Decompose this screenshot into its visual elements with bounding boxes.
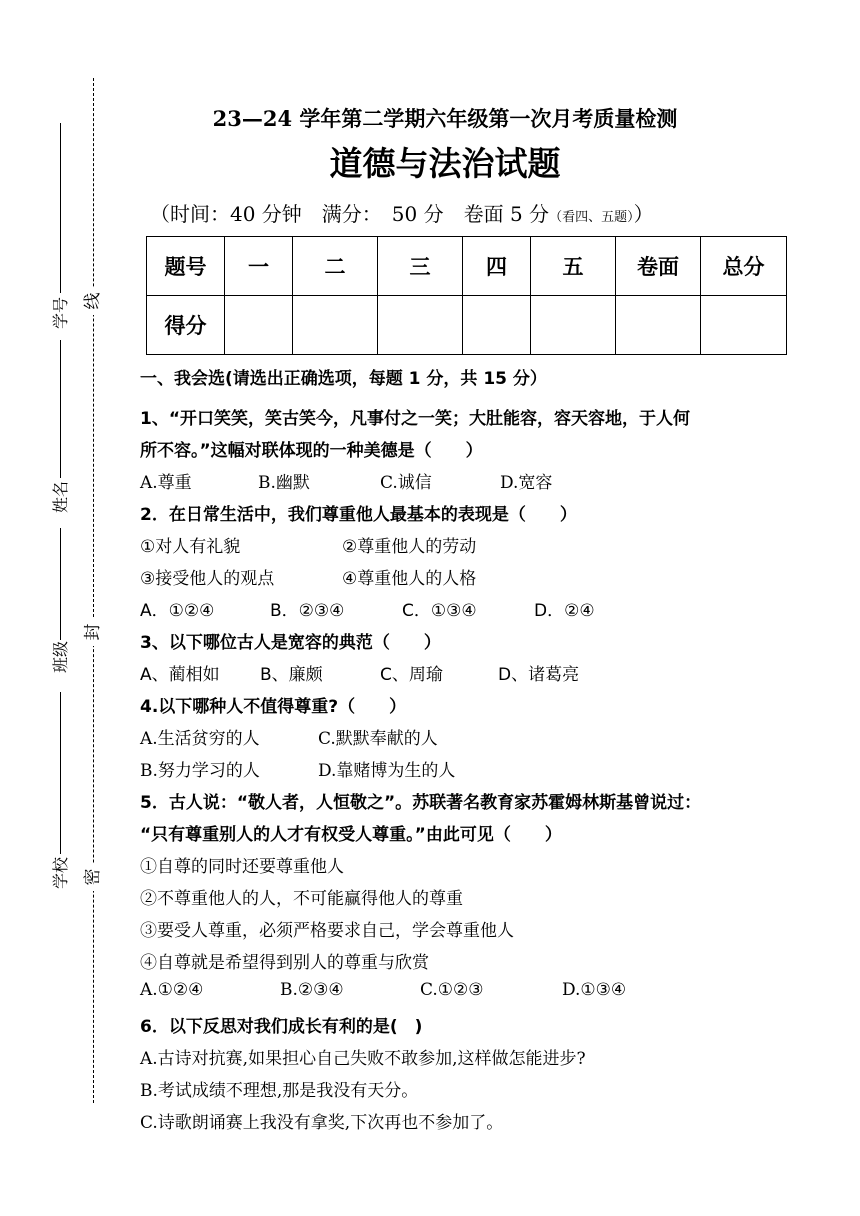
q6-option-b[interactable]: B.考试成绩不理想,那是我没有天分。 <box>140 1081 419 1101</box>
q2-option-c[interactable]: C．①③④ <box>402 601 477 621</box>
binding-word-feng: 封 <box>79 618 107 646</box>
q2-item-3: ③接受他人的观点 <box>140 569 275 589</box>
q1-options <box>140 468 552 493</box>
q4-option-d[interactable]: D.靠赌博为生的人 <box>318 761 456 781</box>
q2-option-b[interactable]: B．②③④ <box>270 601 345 621</box>
q5-option-b[interactable]: B.②③④ <box>280 980 344 1000</box>
q5-options <box>140 980 626 1000</box>
q4-options-row2 <box>140 756 455 781</box>
q2-items-row2 <box>140 564 476 589</box>
exam-info-note: （看四、五题） <box>549 210 634 225</box>
q4-options-row1 <box>140 724 438 749</box>
q5-line1: 5．古人说：“敬人者，人恒敬之”。苏联著名教育家苏霍姆林斯基曾说过： <box>140 793 702 813</box>
binding-word-xian: 线 <box>79 287 107 315</box>
student-id-line <box>60 123 61 293</box>
q1-option-b[interactable]: B.幽默 <box>258 473 310 493</box>
score-header-cell: 三 <box>378 237 463 296</box>
score-table <box>146 236 787 355</box>
q5-line2: “只有尊重别人的人才有权受人尊重。”由此可见（ ） <box>140 825 562 845</box>
exam-info-main: （时间：40 分钟 满分： 50 分 卷面 5 分 <box>150 202 550 226</box>
score-cell[interactable] <box>616 296 701 355</box>
q2-item-2: ②尊重他人的劳动 <box>342 537 477 557</box>
score-header-cell: 一 <box>225 237 293 296</box>
binding-word-mi: 密 <box>79 863 107 891</box>
exam-info-close: ） <box>633 202 654 226</box>
q4-option-b[interactable]: B.努力学习的人 <box>140 761 260 781</box>
score-row-label: 得分 <box>147 296 225 355</box>
school-line <box>60 692 61 854</box>
q2-line1: 2．在日常生活中，我们尊重他人最基本的表现是（ ） <box>140 505 577 525</box>
q2-item-4: ④尊重他人的人格 <box>342 569 477 589</box>
school-label: 学校 <box>51 857 70 890</box>
score-header-cell: 卷面 <box>616 237 701 296</box>
q5-item-4: ④自尊就是希望得到别人的尊重与欣赏 <box>140 953 429 973</box>
q5-item-1: ①自尊的同时还要尊重他人 <box>140 857 344 877</box>
q5-option-c[interactable]: C.①②③ <box>420 980 484 1000</box>
score-header-cell: 二 <box>293 237 378 296</box>
score-table-score-row <box>147 296 787 355</box>
class-label: 班级 <box>51 641 70 674</box>
q2-items-row1 <box>140 532 476 557</box>
q3-options <box>140 660 579 685</box>
student-id-label: 学号 <box>51 297 70 330</box>
q2-options <box>140 596 595 621</box>
binding-dashed-line <box>93 78 94 1103</box>
q4-option-a[interactable]: A.生活贫穷的人 <box>140 729 260 749</box>
score-cell[interactable] <box>531 296 616 355</box>
score-header-cell: 总分 <box>701 237 787 296</box>
q2-item-1: ①对人有礼貌 <box>140 537 241 557</box>
q3-option-d[interactable]: D、诸葛亮 <box>498 665 580 685</box>
q2-option-d[interactable]: D．②④ <box>534 601 595 621</box>
score-header-cell: 题号 <box>147 237 225 296</box>
class-line <box>60 528 61 640</box>
section-1-title: 一、我会选(请选出正确选项，每题 1 分，共 15 分） <box>140 369 547 389</box>
name-label: 姓名 <box>51 481 70 514</box>
q3-line1: 3、以下哪位古人是宽容的典范（ ） <box>140 633 441 653</box>
score-cell[interactable] <box>463 296 531 355</box>
q1-option-c[interactable]: C.诚信 <box>380 473 432 493</box>
score-table-header-row <box>147 237 787 296</box>
q5-item-2: ②不尊重他人的人，不可能赢得他人的尊重 <box>140 889 463 909</box>
q5-item-3: ③要受人尊重，必须严格要求自己，学会尊重他人 <box>140 921 514 941</box>
q1-option-a[interactable]: A.尊重 <box>140 473 192 493</box>
q4-option-c[interactable]: C.默默奉献的人 <box>318 729 438 749</box>
q5-option-d[interactable]: D.①③④ <box>562 980 627 1000</box>
score-cell[interactable] <box>701 296 787 355</box>
binding-margin <box>0 0 120 1216</box>
q6-option-a[interactable]: A.古诗对抗赛,如果担心自己失败不敢参加,这样做怎能进步? <box>140 1049 586 1069</box>
q2-option-a[interactable]: A．①②④ <box>140 601 215 621</box>
score-header-cell: 五 <box>531 237 616 296</box>
name-line <box>60 340 61 478</box>
q5-option-a[interactable]: A.①②④ <box>140 980 204 1000</box>
score-header-cell: 四 <box>463 237 531 296</box>
exam-info <box>150 198 790 227</box>
q3-option-b[interactable]: B、廉颇 <box>260 665 323 685</box>
score-cell[interactable] <box>293 296 378 355</box>
q4-line1: 4.以下哪种人不值得尊重?（ ） <box>140 697 407 717</box>
score-cell[interactable] <box>225 296 293 355</box>
exam-subtitle: 23—24 学年第二学期六年级第一次月考质量检测 <box>212 106 678 131</box>
q1-line1: 1、“开口笑笑，笑古笑今，凡事付之一笑；大肚能容，容天容地，于人何 <box>140 409 691 429</box>
q3-option-c[interactable]: C、周瑜 <box>380 665 443 685</box>
q6-line1: 6．以下反思对我们成长有利的是( ) <box>140 1017 423 1037</box>
q1-option-d[interactable]: D.宽容 <box>500 473 553 493</box>
score-cell[interactable] <box>378 296 463 355</box>
exam-title: 道德与法治试题 <box>329 144 561 183</box>
q1-line2: 所不容。”这幅对联体现的一种美德是（ ） <box>140 441 483 461</box>
q6-option-c[interactable]: C.诗歌朗诵赛上我没有拿奖,下次再也不参加了。 <box>140 1113 504 1133</box>
q3-option-a[interactable]: A、蔺相如 <box>140 665 220 685</box>
